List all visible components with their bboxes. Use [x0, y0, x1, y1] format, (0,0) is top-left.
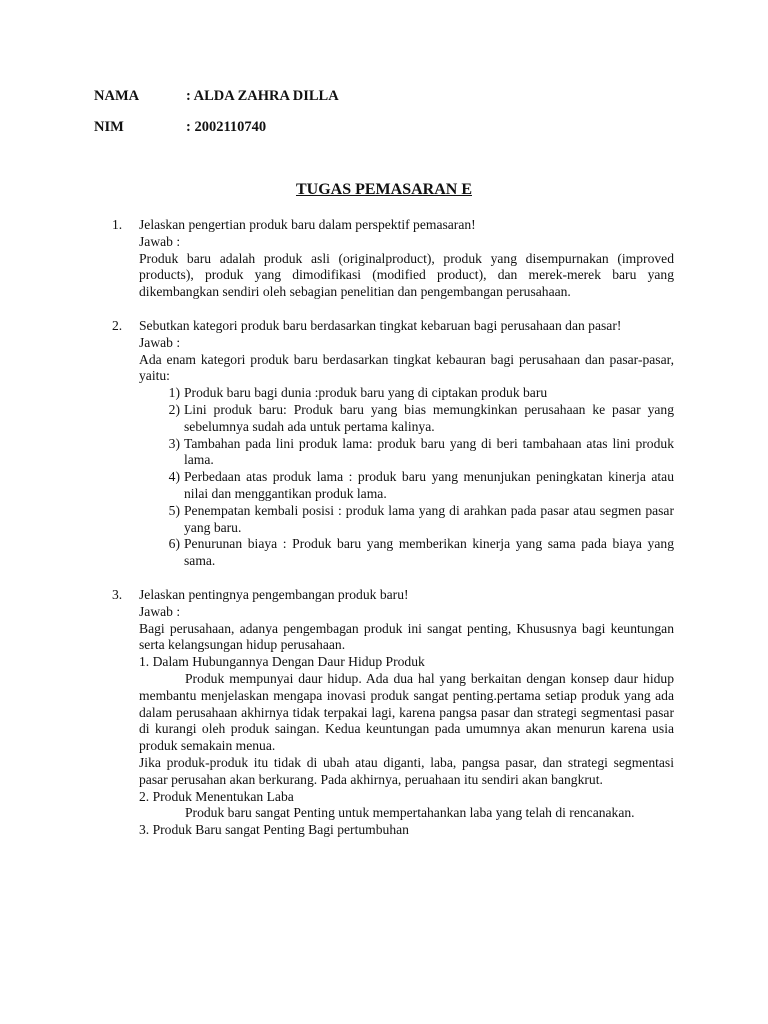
point-heading: 3. Produk Baru sangat Penting Bagi pertumbuhan: [139, 822, 409, 838]
point-paragraph: Produk baru sangat Penting untuk mempertahankan laba yang telah di rencanakan.: [185, 805, 635, 821]
nim-row: [94, 119, 266, 136]
question-number: 3.: [112, 586, 123, 602]
answer-intro: Bagi perusahaan, adanya pengembagan produk ini sangat penting, Khususnya bagi keuntungan serta kelangsungan hidup perusahaan.: [139, 620, 674, 653]
list-item: [139, 385, 674, 402]
list-item: [139, 536, 674, 570]
name-value: : ALDA ZAHRA DILLA: [186, 88, 339, 104]
nim-value: : 2002110740: [186, 119, 267, 135]
list-item-number: 4): [168, 469, 180, 485]
name-label: NAMA: [94, 88, 140, 104]
question-2: [112, 318, 674, 570]
question-text: Jelaskan pentingnya pengembangan produk baru!: [139, 586, 409, 602]
list-item-text: Produk baru bagi dunia :produk baru yang di ciptakan produk baru: [184, 385, 548, 401]
answer-intro: Ada enam kategori produk baru berdasarkan tingkat kebauran bagi perusahaan dan pasar-pasar, yaitu:: [139, 351, 674, 384]
question-number: 2.: [112, 317, 123, 333]
list-item-number: 2): [168, 401, 180, 417]
list-item: [139, 469, 674, 503]
list-item-number: 1): [168, 385, 180, 401]
list-item-number: 3): [168, 435, 180, 451]
point-heading: 2. Produk Menentukan Laba: [139, 788, 294, 804]
question-text: Sebutkan kategori produk baru berdasarkan tingkat kebaruan bagi perusahaan dan pasar!: [139, 317, 622, 333]
point-paragraph: Jika produk-produk itu tidak di ubah atau diganti, laba, pangsa pasar, dan strategi segmentasi pasar perusahan akan berkurang. Pada akhirnya, peruahaan itu sendiri akan bangkrut.: [139, 754, 674, 787]
list-item: [139, 436, 674, 470]
point-paragraph: Produk mempunyai daur hidup. Ada dua hal yang berkaitan dengan konsep daur hidup membantu menjelaskan mengapa inovasi produk sangat penting.pertama setiap produk yang ada dalam perusahaan akhirnya tidak terpakai lagi, karena pangsa pasar dan strategi segmentasi pasar di kurangi oleh produk saingan. Kedua keuntungan pada umumnya akan menurun karena usia produk semakain menua.: [139, 670, 674, 754]
list-item-text: Perbedaan atas produk lama : produk baru yang menunjukan peningkatan kinerja atau nilai dan menggantikan produk lama.: [184, 469, 674, 501]
list-item-text: Tambahan pada lini produk lama: produk baru yang di beri tambahaan atas lini produk lama.: [184, 435, 674, 468]
jawab-label: Jawab :: [139, 233, 181, 249]
document-body: [112, 217, 674, 839]
jawab-label: Jawab :: [139, 334, 181, 350]
list-item-text: Lini produk baru: Produk baru yang bias memungkinkan perusahaan ke pasar yang sebelumnya sudah ada untuk pertama kalinya.: [184, 401, 674, 434]
document-title: TUGAS PEMASARAN E: [295, 181, 472, 198]
list-item-text: Penempatan kembali posisi : produk lama yang di arahkan pada pasar atau segmen pasar yang baru.: [184, 502, 674, 535]
nim-label: NIM: [94, 119, 124, 135]
question-text: Jelaskan pengertian produk baru dalam perspektif pemasaran!: [139, 217, 476, 232]
name-row: [94, 88, 339, 105]
list-item-number: 6): [168, 536, 180, 552]
list-item: [139, 402, 674, 436]
point-heading: 1. Dalam Hubungannya Dengan Daur Hidup Produk: [139, 654, 425, 670]
answer-text: Produk baru adalah produk asli (originalproduct), produk yang disempurnakan (improved products), produk yang dimodifikasi (modified product), dan merek-merek baru yang dikembangkan sendiri oleh sebagian penelitian dan pengembangan perusahaan.: [139, 250, 674, 300]
list-item-number: 5): [168, 502, 180, 518]
jawab-label: Jawab :: [139, 603, 181, 619]
list-item-text: Penurunan biaya : Produk baru yang memberikan kinerja yang sama pada biaya yang sama.: [184, 536, 674, 569]
list-item: [139, 503, 674, 537]
question-3: [112, 587, 674, 839]
question-1: [112, 217, 674, 301]
question-number: 1.: [112, 217, 123, 232]
